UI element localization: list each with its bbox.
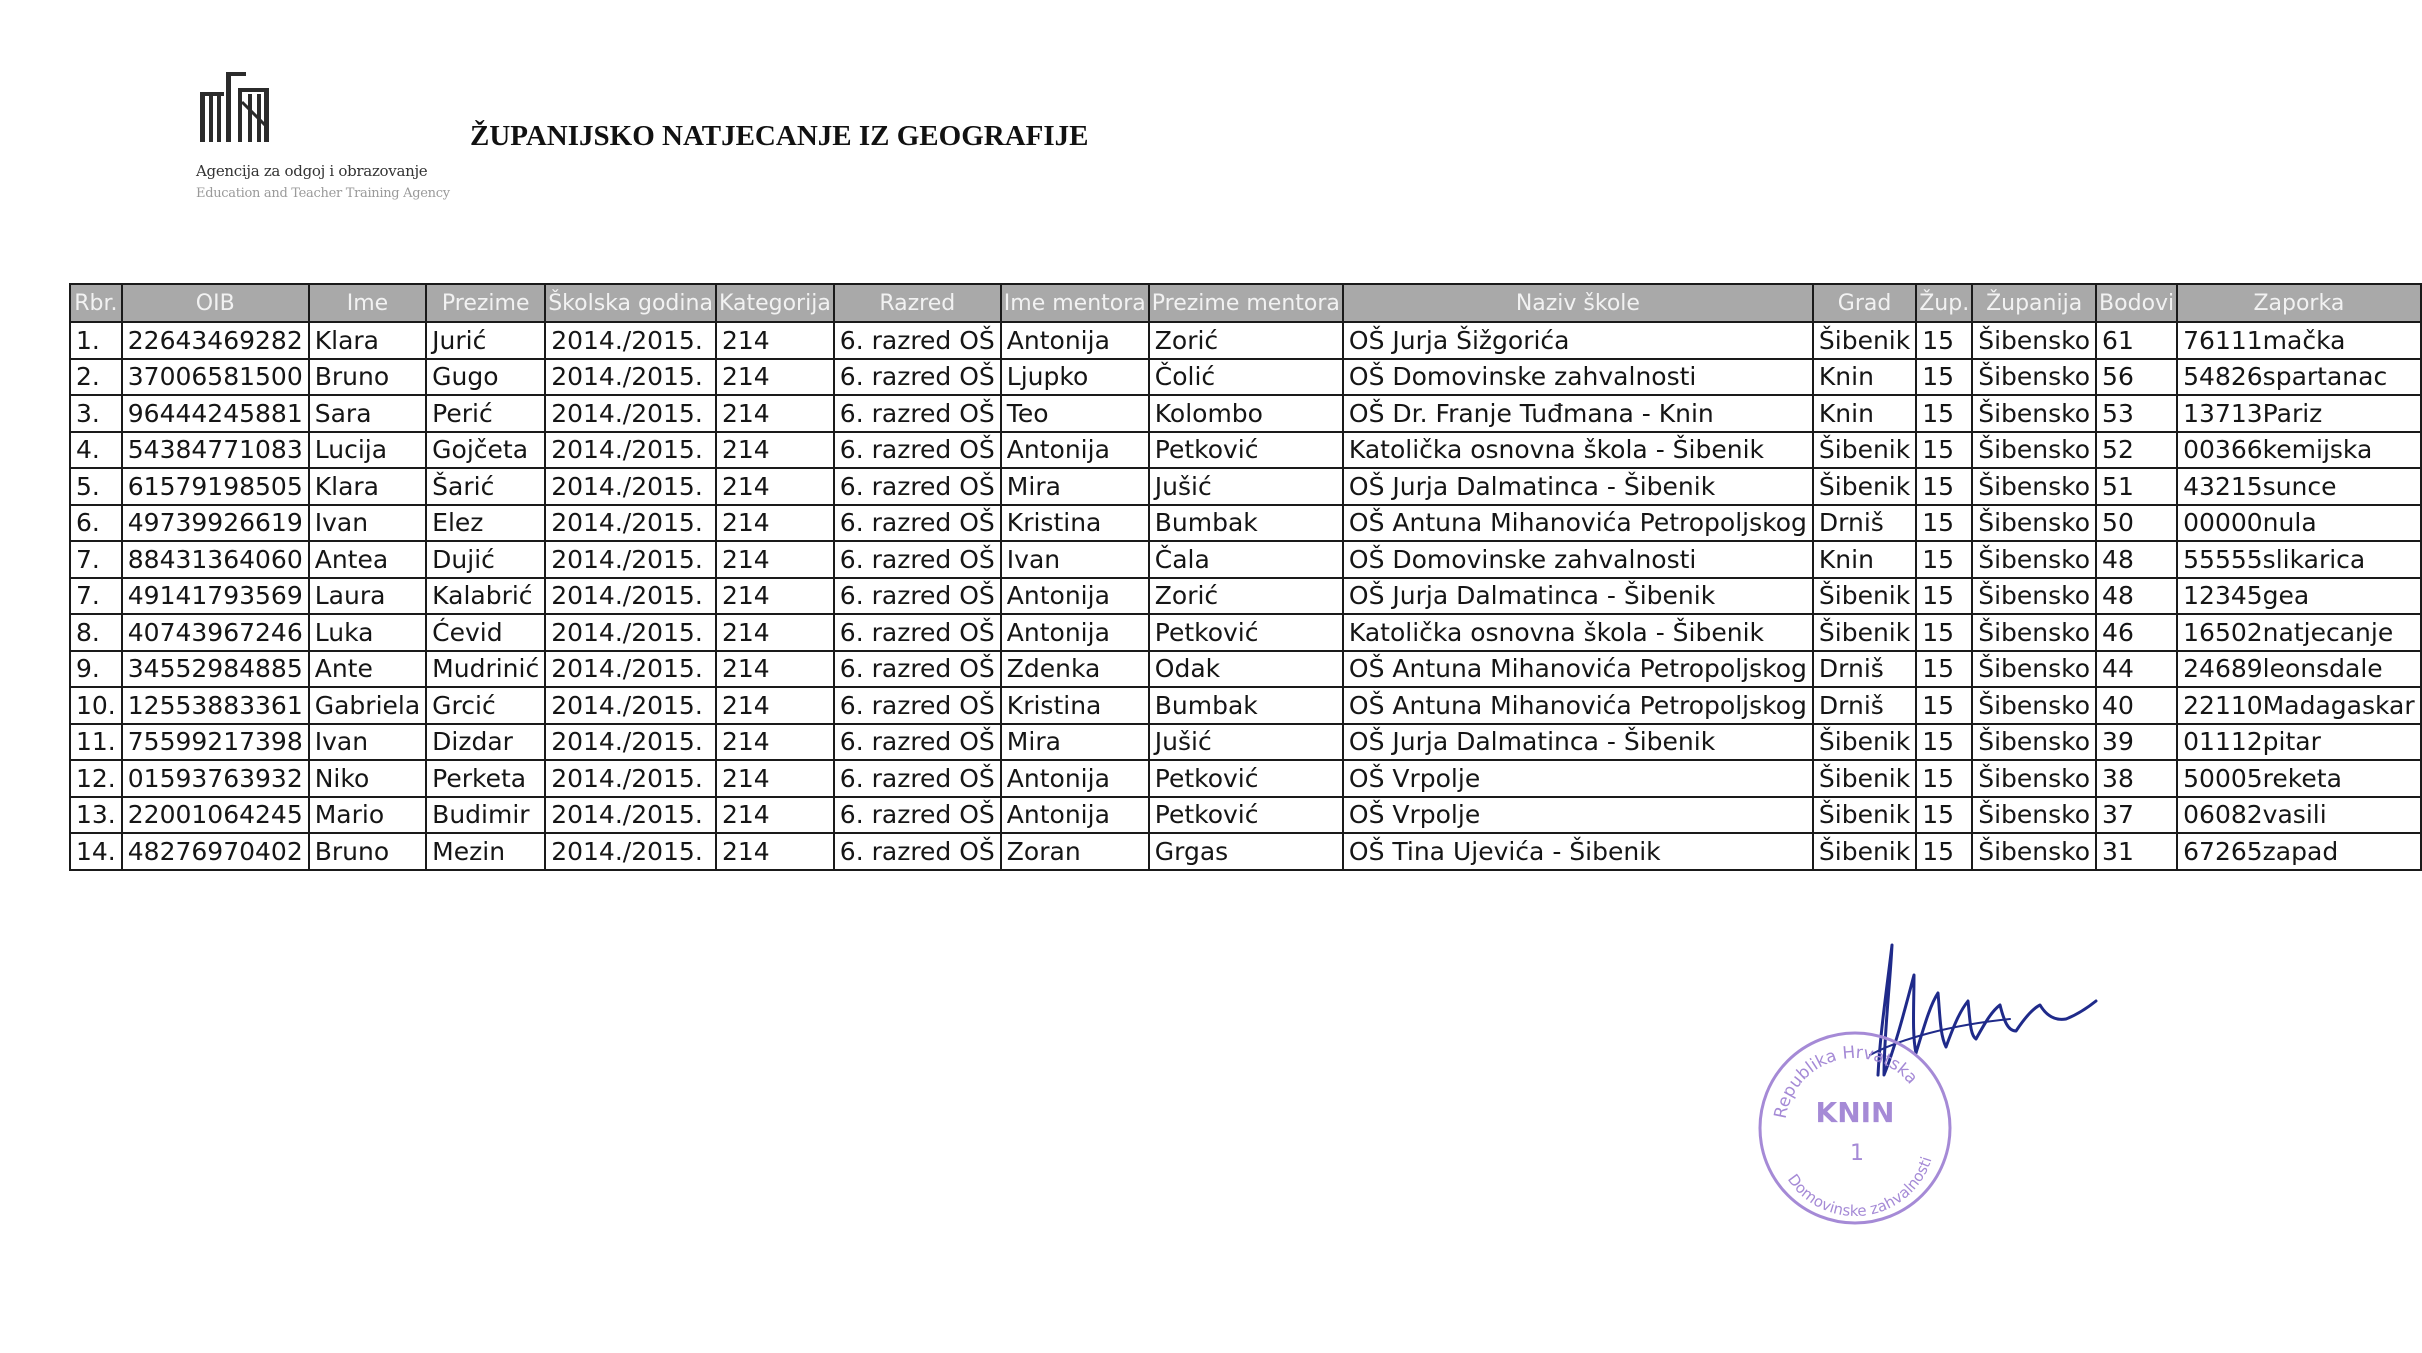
cell-prezime: Dujić	[426, 541, 545, 578]
cell-naziv-skole: OŠ Jurja Šižgorića	[1343, 322, 1813, 359]
col-header-oib: OIB	[122, 284, 309, 322]
cell-razred: 6. razred OŠ	[834, 505, 1001, 542]
cell-prezime-mentora: Petković	[1149, 797, 1343, 834]
cell-ime: Lucija	[309, 432, 426, 469]
cell-zupanija: Šibensko	[1972, 505, 2096, 542]
cell-zupanija: Šibensko	[1972, 760, 2096, 797]
cell-ime-mentora: Kristina	[1001, 687, 1149, 724]
cell-oib: 40743967246	[122, 614, 309, 651]
cell-ime-mentora: Ivan	[1001, 541, 1149, 578]
cell-ime: Klara	[309, 468, 426, 505]
table-row	[70, 322, 2421, 359]
cell-zup: 15	[1916, 760, 1972, 797]
col-header-razred: Razred	[834, 284, 1001, 322]
cell-kategorija: 214	[716, 687, 834, 724]
col-header-ime: Ime	[309, 284, 426, 322]
cell-kategorija: 214	[716, 395, 834, 432]
cell-naziv-skole: OŠ Antuna Mihanovića Petropoljskog	[1343, 687, 1813, 724]
cell-zaporka: 55555slikarica	[2177, 541, 2420, 578]
cell-zup: 15	[1916, 651, 1972, 688]
cell-ime-mentora: Ljupko	[1001, 359, 1149, 396]
cell-zup: 15	[1916, 359, 1972, 396]
cell-ime: Niko	[309, 760, 426, 797]
stamp-city: KNIN	[1815, 1096, 1895, 1129]
cell-skolska-godina: 2014./2015.	[545, 468, 716, 505]
col-header-prezime: Prezime	[426, 284, 545, 322]
cell-razred: 6. razred OŠ	[834, 797, 1001, 834]
cell-prezime-mentora: Jušić	[1149, 724, 1343, 761]
cell-razred: 6. razred OŠ	[834, 724, 1001, 761]
stamp-bottom-text: Domovinske zahvalnosti	[1784, 1154, 1936, 1221]
cell-grad: Drniš	[1813, 505, 1916, 542]
col-header-zaporka: Zaporka	[2177, 284, 2420, 322]
cell-rbr: 5.	[70, 468, 122, 505]
cell-prezime-mentora: Petković	[1149, 760, 1343, 797]
cell-kategorija: 214	[716, 578, 834, 615]
cell-prezime-mentora: Grgas	[1149, 833, 1343, 870]
cell-prezime-mentora: Petković	[1149, 614, 1343, 651]
cell-zup: 15	[1916, 541, 1972, 578]
col-header-zupanija: Županija	[1972, 284, 2096, 322]
cell-prezime: Perić	[426, 395, 545, 432]
table-row	[70, 578, 2421, 615]
cell-ime-mentora: Antonija	[1001, 432, 1149, 469]
col-header-rbr: Rbr.	[70, 284, 122, 322]
cell-zaporka: 67265zapad	[2177, 833, 2420, 870]
cell-razred: 6. razred OŠ	[834, 468, 1001, 505]
stamp-top-text: Republika Hrvatska	[1770, 1042, 1922, 1121]
cell-rbr: 8.	[70, 614, 122, 651]
table-row	[70, 468, 2421, 505]
cell-bodovi: 38	[2096, 760, 2177, 797]
cell-kategorija: 214	[716, 322, 834, 359]
cell-zaporka: 76111mačka	[2177, 322, 2420, 359]
cell-ime: Bruno	[309, 359, 426, 396]
cell-oib: 34552984885	[122, 651, 309, 688]
cell-oib: 54384771083	[122, 432, 309, 469]
cell-kategorija: 214	[716, 833, 834, 870]
cell-ime: Mario	[309, 797, 426, 834]
col-header-naziv-skole: Naziv škole	[1343, 284, 1813, 322]
cell-zaporka: 12345gea	[2177, 578, 2420, 615]
cell-skolska-godina: 2014./2015.	[545, 614, 716, 651]
cell-zaporka: 24689leonsdale	[2177, 651, 2420, 688]
cell-razred: 6. razred OŠ	[834, 578, 1001, 615]
cell-bodovi: 31	[2096, 833, 2177, 870]
cell-bodovi: 44	[2096, 651, 2177, 688]
cell-zupanija: Šibensko	[1972, 322, 2096, 359]
cell-grad: Šibenik	[1813, 797, 1916, 834]
cell-oib: 75599217398	[122, 724, 309, 761]
cell-zup: 15	[1916, 614, 1972, 651]
cell-prezime-mentora: Odak	[1149, 651, 1343, 688]
cell-skolska-godina: 2014./2015.	[545, 541, 716, 578]
cell-grad: Šibenik	[1813, 833, 1916, 870]
cell-prezime-mentora: Jušić	[1149, 468, 1343, 505]
cell-ime: Bruno	[309, 833, 426, 870]
cell-razred: 6. razred OŠ	[834, 432, 1001, 469]
cell-ime: Antea	[309, 541, 426, 578]
cell-bodovi: 37	[2096, 797, 2177, 834]
cell-zup: 15	[1916, 833, 1972, 870]
school-stamp-icon	[1745, 1018, 1965, 1238]
cell-razred: 6. razred OŠ	[834, 395, 1001, 432]
cell-razred: 6. razred OŠ	[834, 760, 1001, 797]
cell-razred: 6. razred OŠ	[834, 359, 1001, 396]
cell-grad: Šibenik	[1813, 432, 1916, 469]
table-row	[70, 651, 2421, 688]
cell-zupanija: Šibensko	[1972, 468, 2096, 505]
cell-bodovi: 52	[2096, 432, 2177, 469]
cell-kategorija: 214	[716, 541, 834, 578]
cell-prezime-mentora: Čala	[1149, 541, 1343, 578]
cell-zup: 15	[1916, 468, 1972, 505]
cell-skolska-godina: 2014./2015.	[545, 359, 716, 396]
col-header-skolska-godina: Školska godina	[545, 284, 716, 322]
cell-zup: 15	[1916, 578, 1972, 615]
cell-zaporka: 00366kemijska	[2177, 432, 2420, 469]
cell-grad: Šibenik	[1813, 578, 1916, 615]
cell-naziv-skole: OŠ Jurja Dalmatinca - Šibenik	[1343, 578, 1813, 615]
cell-kategorija: 214	[716, 359, 834, 396]
cell-skolska-godina: 2014./2015.	[545, 797, 716, 834]
cell-naziv-skole: OŠ Antuna Mihanovića Petropoljskog	[1343, 505, 1813, 542]
cell-oib: 01593763932	[122, 760, 309, 797]
cell-rbr: 3.	[70, 395, 122, 432]
cell-ime: Ivan	[309, 724, 426, 761]
cell-rbr: 14.	[70, 833, 122, 870]
cell-rbr: 6.	[70, 505, 122, 542]
cell-ime: Laura	[309, 578, 426, 615]
cell-ime: Klara	[309, 322, 426, 359]
table-row	[70, 505, 2421, 542]
cell-prezime-mentora: Zorić	[1149, 578, 1343, 615]
cell-zupanija: Šibensko	[1972, 833, 2096, 870]
cell-oib: 49739926619	[122, 505, 309, 542]
cell-zup: 15	[1916, 322, 1972, 359]
table-header-row	[70, 284, 2421, 322]
cell-zupanija: Šibensko	[1972, 359, 2096, 396]
cell-rbr: 12.	[70, 760, 122, 797]
cell-prezime-mentora: Čolić	[1149, 359, 1343, 396]
cell-grad: Šibenik	[1813, 614, 1916, 651]
cell-bodovi: 50	[2096, 505, 2177, 542]
cell-oib: 22001064245	[122, 797, 309, 834]
cell-ime: Ante	[309, 651, 426, 688]
cell-ime-mentora: Mira	[1001, 468, 1149, 505]
cell-oib: 61579198505	[122, 468, 309, 505]
cell-oib: 12553883361	[122, 687, 309, 724]
cell-skolska-godina: 2014./2015.	[545, 651, 716, 688]
cell-skolska-godina: 2014./2015.	[545, 687, 716, 724]
cell-kategorija: 214	[716, 760, 834, 797]
table-row	[70, 541, 2421, 578]
cell-skolska-godina: 2014./2015.	[545, 505, 716, 542]
cell-bodovi: 46	[2096, 614, 2177, 651]
cell-prezime: Mudrinić	[426, 651, 545, 688]
cell-razred: 6. razred OŠ	[834, 687, 1001, 724]
cell-zupanija: Šibensko	[1972, 687, 2096, 724]
cell-naziv-skole: OŠ Jurja Dalmatinca - Šibenik	[1343, 724, 1813, 761]
cell-prezime-mentora: Zorić	[1149, 322, 1343, 359]
cell-ime-mentora: Zoran	[1001, 833, 1149, 870]
cell-zaporka: 43215sunce	[2177, 468, 2420, 505]
cell-prezime: Kalabrić	[426, 578, 545, 615]
cell-razred: 6. razred OŠ	[834, 614, 1001, 651]
cell-razred: 6. razred OŠ	[834, 651, 1001, 688]
cell-razred: 6. razred OŠ	[834, 833, 1001, 870]
cell-ime: Luka	[309, 614, 426, 651]
cell-bodovi: 48	[2096, 578, 2177, 615]
cell-bodovi: 48	[2096, 541, 2177, 578]
cell-zaporka: 06082vasili	[2177, 797, 2420, 834]
cell-grad: Šibenik	[1813, 724, 1916, 761]
cell-rbr: 7.	[70, 541, 122, 578]
cell-kategorija: 214	[716, 724, 834, 761]
cell-grad: Šibenik	[1813, 760, 1916, 797]
cell-ime: Gabriela	[309, 687, 426, 724]
cell-bodovi: 56	[2096, 359, 2177, 396]
cell-skolska-godina: 2014./2015.	[545, 432, 716, 469]
cell-razred: 6. razred OŠ	[834, 541, 1001, 578]
cell-grad: Knin	[1813, 395, 1916, 432]
cell-ime-mentora: Antonija	[1001, 760, 1149, 797]
cell-naziv-skole: OŠ Dr. Franje Tuđmana - Knin	[1343, 395, 1813, 432]
cell-zaporka: 16502natjecanje	[2177, 614, 2420, 651]
cell-grad: Knin	[1813, 541, 1916, 578]
cell-rbr: 7.	[70, 578, 122, 615]
cell-ime-mentora: Zdenka	[1001, 651, 1149, 688]
cell-grad: Šibenik	[1813, 322, 1916, 359]
table-row	[70, 724, 2421, 761]
cell-rbr: 11.	[70, 724, 122, 761]
azoo-logo-icon	[198, 68, 276, 144]
cell-zupanija: Šibensko	[1972, 614, 2096, 651]
cell-ime-mentora: Teo	[1001, 395, 1149, 432]
cell-bodovi: 61	[2096, 322, 2177, 359]
cell-oib: 37006581500	[122, 359, 309, 396]
cell-grad: Šibenik	[1813, 468, 1916, 505]
cell-zup: 15	[1916, 505, 1972, 542]
cell-prezime-mentora: Bumbak	[1149, 505, 1343, 542]
table-row	[70, 359, 2421, 396]
cell-naziv-skole: Katolička osnovna škola - Šibenik	[1343, 432, 1813, 469]
cell-zaporka: 54826spartanac	[2177, 359, 2420, 396]
cell-grad: Drniš	[1813, 651, 1916, 688]
col-header-prezime-mentora: Prezime mentora	[1149, 284, 1343, 322]
table-row	[70, 614, 2421, 651]
cell-naziv-skole: OŠ Domovinske zahvalnosti	[1343, 541, 1813, 578]
cell-naziv-skole: OŠ Domovinske zahvalnosti	[1343, 359, 1813, 396]
cell-skolska-godina: 2014./2015.	[545, 724, 716, 761]
table-row	[70, 687, 2421, 724]
cell-zaporka: 01112pitar	[2177, 724, 2420, 761]
cell-bodovi: 53	[2096, 395, 2177, 432]
cell-ime: Ivan	[309, 505, 426, 542]
cell-naziv-skole: OŠ Vrpolje	[1343, 797, 1813, 834]
cell-skolska-godina: 2014./2015.	[545, 322, 716, 359]
cell-rbr: 2.	[70, 359, 122, 396]
cell-rbr: 4.	[70, 432, 122, 469]
table-row	[70, 833, 2421, 870]
cell-zup: 15	[1916, 395, 1972, 432]
cell-zupanija: Šibensko	[1972, 724, 2096, 761]
cell-zupanija: Šibensko	[1972, 432, 2096, 469]
cell-zup: 15	[1916, 687, 1972, 724]
cell-grad: Drniš	[1813, 687, 1916, 724]
cell-ime: Sara	[309, 395, 426, 432]
cell-razred: 6. razred OŠ	[834, 322, 1001, 359]
cell-bodovi: 40	[2096, 687, 2177, 724]
cell-zupanija: Šibensko	[1972, 651, 2096, 688]
agency-name-english: Education and Teacher Training Agency	[196, 186, 450, 201]
results-table	[69, 283, 2422, 871]
cell-kategorija: 214	[716, 651, 834, 688]
cell-prezime: Gugo	[426, 359, 545, 396]
cell-ime-mentora: Antonija	[1001, 578, 1149, 615]
cell-kategorija: 214	[716, 505, 834, 542]
cell-kategorija: 214	[716, 614, 834, 651]
table-row	[70, 395, 2421, 432]
cell-rbr: 1.	[70, 322, 122, 359]
cell-rbr: 9.	[70, 651, 122, 688]
cell-oib: 88431364060	[122, 541, 309, 578]
col-header-bodovi: Bodovi	[2096, 284, 2177, 322]
cell-prezime: Gojčeta	[426, 432, 545, 469]
agency-name: Agencija za odgoj i obrazovanje	[196, 162, 428, 180]
cell-kategorija: 214	[716, 432, 834, 469]
cell-zup: 15	[1916, 797, 1972, 834]
cell-skolska-godina: 2014./2015.	[545, 578, 716, 615]
cell-zupanija: Šibensko	[1972, 541, 2096, 578]
cell-prezime: Mezin	[426, 833, 545, 870]
cell-zaporka: 13713Pariz	[2177, 395, 2420, 432]
table-row	[70, 797, 2421, 834]
cell-rbr: 13.	[70, 797, 122, 834]
cell-oib: 48276970402	[122, 833, 309, 870]
cell-prezime: Ćevid	[426, 614, 545, 651]
cell-prezime-mentora: Bumbak	[1149, 687, 1343, 724]
cell-prezime: Budimir	[426, 797, 545, 834]
table-row	[70, 760, 2421, 797]
cell-zaporka: 22110Madagaskar	[2177, 687, 2420, 724]
cell-ime-mentora: Kristina	[1001, 505, 1149, 542]
cell-ime-mentora: Mira	[1001, 724, 1149, 761]
col-header-zup: Žup.	[1916, 284, 1972, 322]
cell-prezime: Šarić	[426, 468, 545, 505]
cell-prezime: Perketa	[426, 760, 545, 797]
cell-prezime: Jurić	[426, 322, 545, 359]
cell-zupanija: Šibensko	[1972, 797, 2096, 834]
cell-bodovi: 39	[2096, 724, 2177, 761]
cell-ime-mentora: Antonija	[1001, 322, 1149, 359]
stamp-number: 1	[1850, 1141, 1864, 1166]
cell-skolska-godina: 2014./2015.	[545, 760, 716, 797]
document-title: ŽUPANIJSKO NATJECANJE IZ GEOGRAFIJE	[470, 120, 1089, 152]
cell-grad: Knin	[1813, 359, 1916, 396]
cell-naziv-skole: OŠ Vrpolje	[1343, 760, 1813, 797]
cell-naziv-skole: OŠ Jurja Dalmatinca - Šibenik	[1343, 468, 1813, 505]
agency-logo	[196, 68, 450, 218]
cell-zaporka: 50005reketa	[2177, 760, 2420, 797]
cell-prezime-mentora: Kolombo	[1149, 395, 1343, 432]
cell-naziv-skole: OŠ Tina Ujevića - Šibenik	[1343, 833, 1813, 870]
cell-naziv-skole: Katolička osnovna škola - Šibenik	[1343, 614, 1813, 651]
cell-bodovi: 51	[2096, 468, 2177, 505]
col-header-kategorija: Kategorija	[716, 284, 834, 322]
cell-ime-mentora: Antonija	[1001, 614, 1149, 651]
cell-zupanija: Šibensko	[1972, 395, 2096, 432]
cell-kategorija: 214	[716, 468, 834, 505]
cell-zup: 15	[1916, 432, 1972, 469]
cell-zaporka: 00000nula	[2177, 505, 2420, 542]
table-row	[70, 432, 2421, 469]
cell-prezime-mentora: Petković	[1149, 432, 1343, 469]
cell-oib: 22643469282	[122, 322, 309, 359]
cell-skolska-godina: 2014./2015.	[545, 395, 716, 432]
cell-skolska-godina: 2014./2015.	[545, 833, 716, 870]
cell-zupanija: Šibensko	[1972, 578, 2096, 615]
cell-oib: 96444245881	[122, 395, 309, 432]
cell-prezime: Dizdar	[426, 724, 545, 761]
cell-oib: 49141793569	[122, 578, 309, 615]
col-header-grad: Grad	[1813, 284, 1916, 322]
cell-naziv-skole: OŠ Antuna Mihanovića Petropoljskog	[1343, 651, 1813, 688]
col-header-ime-mentora: Ime mentora	[1001, 284, 1149, 322]
cell-prezime: Grcić	[426, 687, 545, 724]
cell-ime-mentora: Antonija	[1001, 797, 1149, 834]
cell-prezime: Elez	[426, 505, 545, 542]
cell-kategorija: 214	[716, 797, 834, 834]
cell-zup: 15	[1916, 724, 1972, 761]
cell-rbr: 10.	[70, 687, 122, 724]
